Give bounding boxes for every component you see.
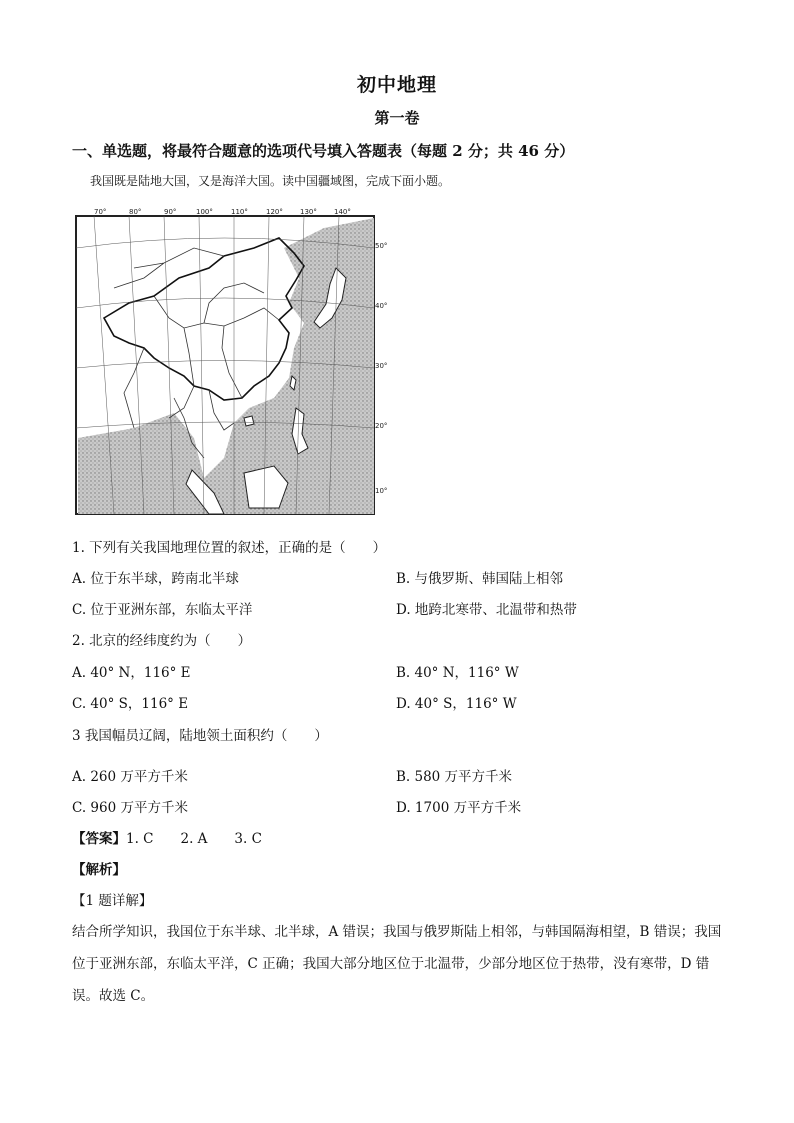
hainan [244,416,254,426]
map-top-labels [94,208,351,216]
question-1-option-d[interactable]: D. 地跨北寒带、北温带和热带 [396,602,577,618]
question-2-option-d[interactable]: D. 40° S，116° W [396,696,517,712]
question-2-stem: 2. 北京的经纬度约为（ ） [72,633,252,649]
question-1-option-c[interactable]: C. 位于亚洲东部，东临太平洋 [72,602,253,618]
lat-label: 40° [375,302,388,310]
analysis-label: 【解析】 [72,862,126,878]
question-1-option-b[interactable]: B. 与俄罗斯、韩国陆上相邻 [396,571,564,587]
page-title: 初中地理 [356,74,437,96]
question-1-option-a[interactable]: A. 位于东半球，跨南北半球 [72,571,239,587]
question-3-option-c[interactable]: C. 960 万平方千米 [72,800,188,816]
answer-values: 1. C 2. A 3. C [126,831,262,847]
explanation-text: 结合所学知识，我国位于东半球、北半球，A 错误；我国与俄罗斯陆上相邻，与韩国隔海相望，B 错误；我国位于亚洲东部，东临太平洋，C 正确；我国大部分地区位于北温带，少部分地区位于热带，没有寒带，D 错误。故选 C。 [72,924,722,1004]
map-right-labels [375,242,387,495]
lat-label: 30° [375,362,388,370]
question-2-option-b[interactable]: B. 40° N，116° W [396,665,519,681]
lat-label: 20° [375,422,388,430]
lon-label: 70° [94,208,107,216]
lon-label: 80° [129,208,142,216]
lon-label: 90° [164,208,177,216]
lon-label: 140° [334,208,351,216]
answer-label: 【答案】 [72,831,126,847]
lat-label: 50° [375,242,388,250]
intro-text: 我国既是陆地大国，又是海洋大国。读中国疆域图，完成下面小题。 [90,174,451,188]
lon-label: 120° [266,208,283,216]
section-heading: 一、单选题，将最符合题意的选项代号填入答题表（每题 2 分；共 46 分） [72,142,575,160]
question-3-option-a[interactable]: A. 260 万平方千米 [72,769,188,785]
volume-subtitle: 第一卷 [374,109,420,127]
china-territory-map [74,208,388,520]
question-2-option-a[interactable]: A. 40° N，116° E [72,665,191,681]
lat-label: 10° [375,487,388,495]
question-1-stem: 1. 下列有关我国地理位置的叙述，正确的是（ ） [72,540,387,556]
question-3-option-d[interactable]: D. 1700 万平方千米 [396,800,522,816]
question-3-stem: 3 我国幅员辽阔，陆地领土面积约（ ） [72,728,328,744]
lon-label: 100° [196,208,213,216]
question-3-option-b[interactable]: B. 580 万平方千米 [396,769,513,785]
question-2-option-c[interactable]: C. 40° S，116° E [72,696,189,712]
detail-label: 【1 题详解】 [72,893,153,909]
lon-label: 110° [231,208,248,216]
answer-line [72,827,262,847]
lon-label: 130° [300,208,317,216]
